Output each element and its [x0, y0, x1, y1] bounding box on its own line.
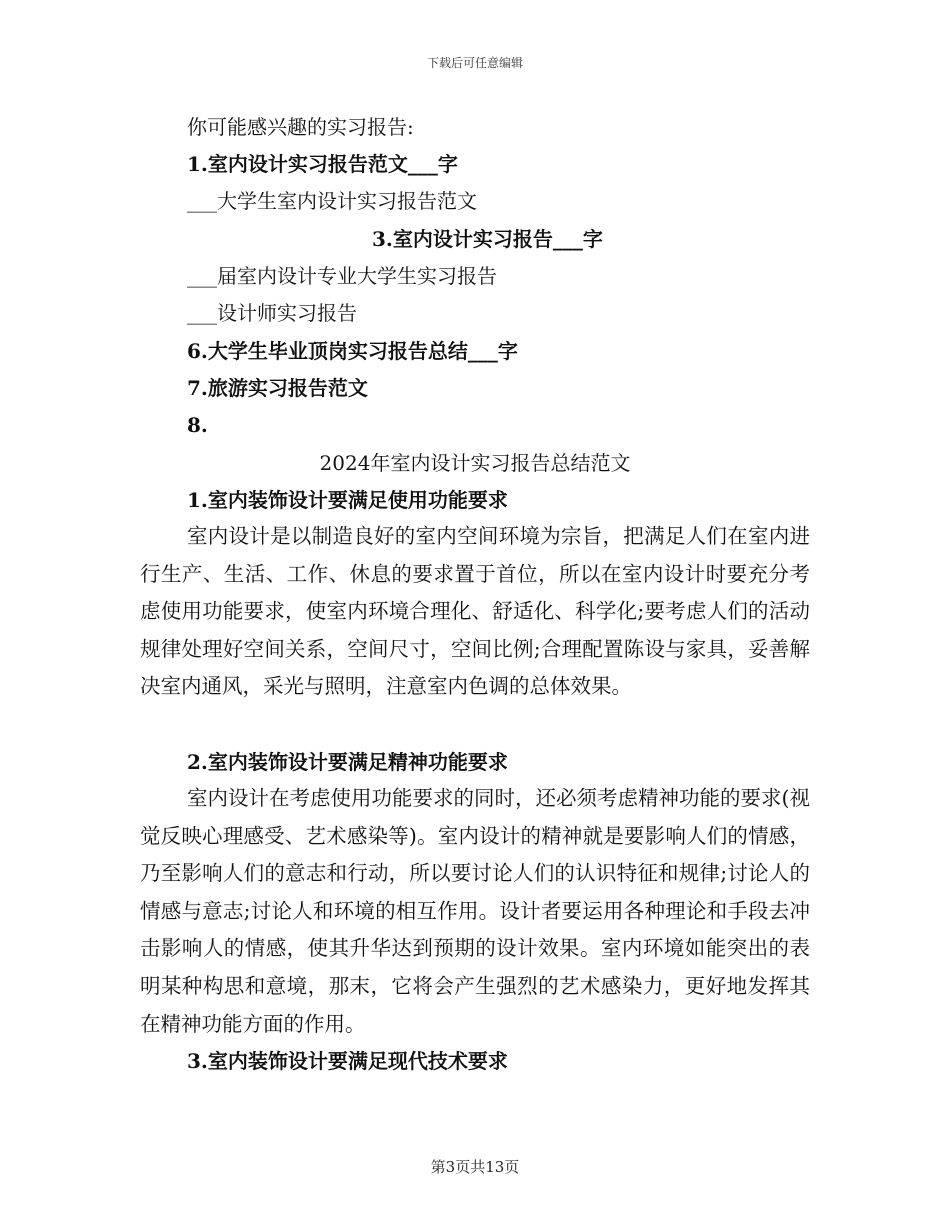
section-body: 室内设计在考虑使用功能要求的同时，还必须考虑精神功能的要求(视觉反映心理感受、艺术感染等)。室内设计的精神就是要影响人们的情感，乃至影响人们的意志和行动，所以要讨论人们的认识特征和规律;讨论人的情感与意志;讨论人和环境的相互作用。设计者要运用各种理论和手段去冲击影响人的情感，使其升华达到预期的设计效果。室内环境如能突出的表明某种构思和意境，那末，它将会产生强烈的艺术感染力，更好地发挥其在精神功能方面的作用。: [140, 786, 810, 1036]
related-item[interactable]: 1.室内设计实习报告范文___字: [187, 152, 458, 176]
related-item[interactable]: ___大学生室内设计实习报告范文: [187, 189, 477, 213]
section-heading: 2.室内装饰设计要满足精神功能要求: [187, 750, 508, 774]
section-heading: 1.室内装饰设计要满足使用功能要求: [187, 488, 508, 512]
related-item[interactable]: 7.旅游实习报告范文: [187, 376, 368, 400]
related-item[interactable]: 6.大学生毕业顶岗实习报告总结___字: [187, 339, 518, 363]
section-heading: 3.室内装饰设计要满足现代技术要求: [187, 1049, 508, 1073]
section-body: 室内设计是以制造良好的室内空间环境为宗旨，把满足人们在室内进行生产、生活、工作、休息的要求置于首位，所以在室内设计时要充分考虑使用功能要求，使室内环境合理化、舒适化、科学化;要考虑人们的活动规律处理好空间关系，空间尺寸，空间比例;合理配置陈设与家具，妥善解决室内通风，采光与照明，注意室内色调的总体效果。: [140, 524, 810, 699]
related-item[interactable]: 3.室内设计实习报告___字: [372, 227, 603, 251]
page-footer: 第3页共13页: [430, 1158, 520, 1176]
related-intro: 你可能感兴趣的实习报告:: [187, 115, 414, 139]
related-item[interactable]: ___届室内设计专业大学生实习报告: [187, 264, 497, 288]
article-title: 2024年室内设计实习报告总结范文: [319, 451, 631, 475]
page-header: 下载后可任意编辑: [426, 56, 523, 70]
related-item[interactable]: ___设计师实习报告: [187, 301, 357, 325]
related-item[interactable]: 8.: [187, 413, 208, 437]
